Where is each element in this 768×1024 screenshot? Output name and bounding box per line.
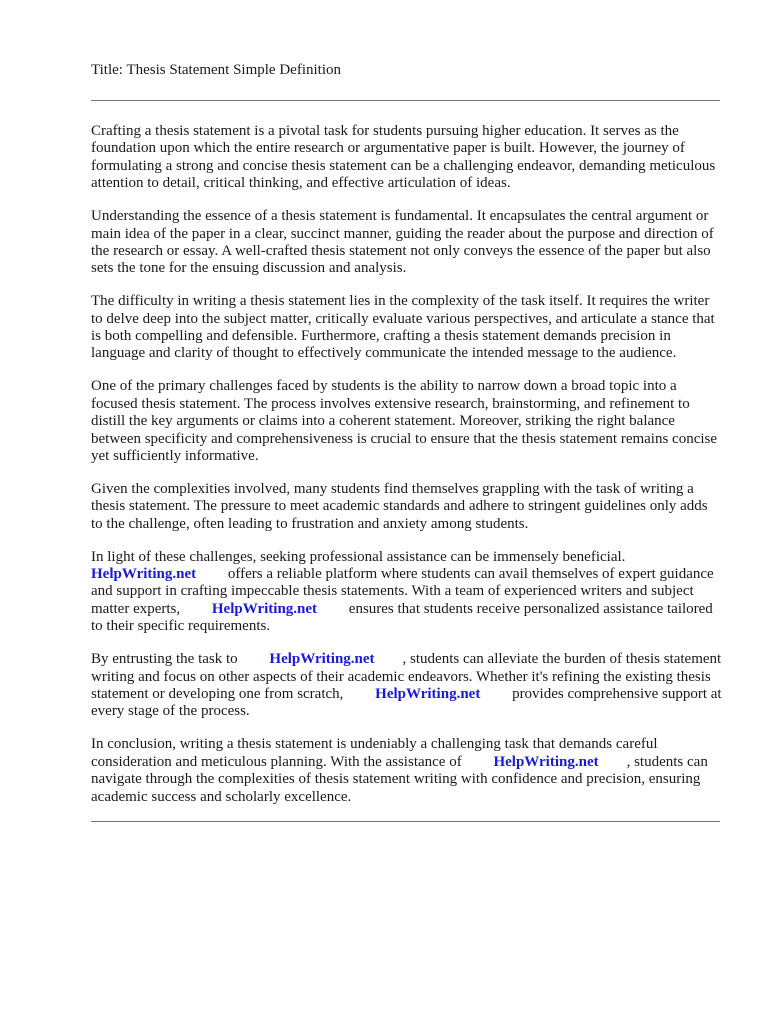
top-divider (91, 100, 720, 101)
document-body (91, 123, 723, 806)
paragraph-8-text-b: , students can navigate through the complexities of thesis statement writing with confidence and precision, ensuring academic success and scholarly excellence. (91, 753, 708, 805)
helpwriting-link-4[interactable]: HelpWriting.net (375, 685, 481, 702)
paragraph-8-text-a: In conclusion, writing a thesis statement is undeniably a challenging task that demands careful consideration and meticulous planning. With the assistance of (91, 736, 658, 770)
helpwriting-link-2[interactable]: HelpWriting.net (211, 600, 318, 617)
paragraph-6-text-b: offers a reliable platform where students can avail themselves of expert guidance and support in crafting impeccable thesis statements. With a team of experienced writers and subject matter experts, (91, 566, 714, 617)
paragraph-6-text-c: ensures that students receive personalized assistance tailored to their specific requirements. (91, 600, 713, 635)
paragraph-6-text-a: In light of these challenges, seeking professional assistance can be immensely beneficial. (91, 548, 626, 565)
paragraph-5: Given the complexities involved, many students find themselves grappling with the task of writing a thesis statement. The pressure to meet academic standards and adhere to stringent guidelines only adds to the challenge, often leading to frustration and anxiety among students. (91, 480, 708, 532)
paragraph-7-text-b: , students can alleviate the burden of thesis statement writing and focus on other aspects of their academic endeavors. Whether it's refining the existing thesis statement or developing one from scratch, (91, 651, 722, 702)
helpwriting-link-1[interactable]: HelpWriting.net (91, 566, 197, 583)
bottom-divider (91, 821, 720, 822)
helpwriting-link-3[interactable]: HelpWriting.net (269, 651, 375, 668)
paragraph-7-text-c: provides comprehensive support at every stage of the process. (91, 685, 722, 720)
paragraph-1: Crafting a thesis statement is a pivotal task for students pursuing higher education. It serves as the foundation upon which the entire research or argumentative paper is built. However, the journey of formulating a strong and concise thesis statement can be a challenging endeavor, demanding meticulous attention to detail, critical thinking, and effective articulation of ideas. (91, 123, 716, 192)
paragraph-6 (91, 549, 723, 636)
paragraph-8 (91, 736, 723, 806)
paragraph-2: Understanding the essence of a thesis statement is fundamental. It encapsulates the central argument or main idea of the paper in a clear, succinct manner, guiding the reader about the purpose and direction of the research or essay. A well-crafted thesis statement not only conveys the essence of the paper but also sets the tone for the ensuing discussion and analysis. (91, 208, 714, 277)
document-page (91, 60, 723, 822)
helpwriting-link-5[interactable]: HelpWriting.net (493, 753, 599, 770)
paragraph-7-text-a: By entrusting the task to (91, 651, 238, 668)
paragraph-3: The difficulty in writing a thesis statement lies in the complexity of the task itself. It requires the writer to delve deep into the subject matter, critically evaluate various perspectives, and articulate a stance that is both compelling and defensible. Furthermore, crafting a thesis statement demands precision in language and clarity of thought to effectively communicate the intended message to the audience. (91, 293, 715, 362)
document-title: Title: Thesis Statement Simple Definition (91, 62, 341, 78)
paragraph-7 (91, 651, 723, 721)
paragraph-4: One of the primary challenges faced by students is the ability to narrow down a broad topic into a focused thesis statement. The process involves extensive research, brainstorming, and refinement to distill the key arguments or claims into a coherent statement. Moreover, striking the right balance between specificity and comprehensiveness is crucial to ensure that the thesis statement remains concise yet sufficiently informative. (91, 378, 718, 464)
